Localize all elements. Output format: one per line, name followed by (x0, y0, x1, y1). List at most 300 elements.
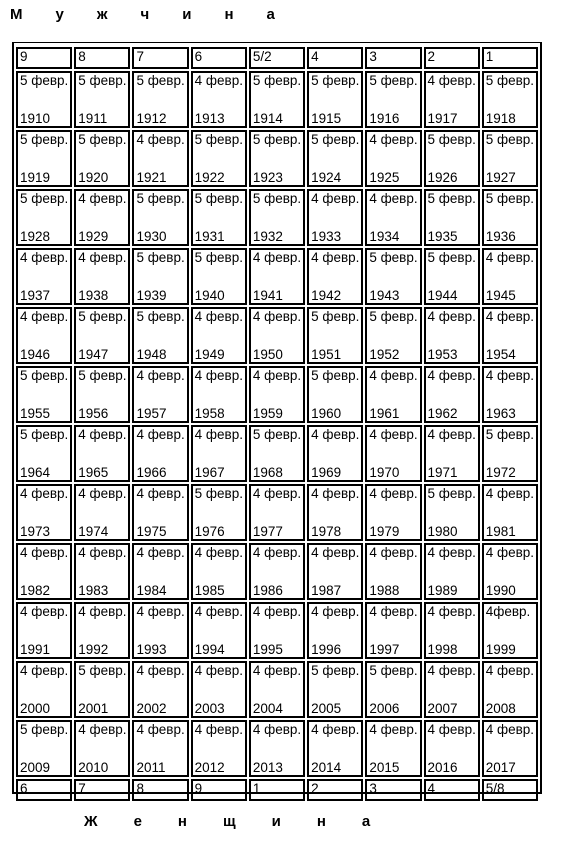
year-cell (249, 248, 305, 305)
cell-date: 5 февр. (20, 73, 69, 88)
year-cell (424, 248, 480, 305)
year-cell (307, 307, 363, 364)
cell-year: 1963 (485, 406, 516, 421)
heading-letter: щ (222, 813, 236, 830)
cell-date: 5 февр. (78, 663, 127, 678)
cell-year: 1969 (311, 465, 342, 480)
cell-date: 4 февр. (427, 368, 476, 383)
heading-letter: ж (96, 6, 108, 23)
cell-year: 1971 (427, 465, 458, 480)
cell-date: 4 февр. (311, 545, 360, 560)
year-cell (482, 189, 538, 246)
cell-date: 5 февр. (78, 73, 127, 88)
cell-date: 4 февр. (136, 545, 185, 560)
cell-date: 4 февр. (252, 545, 302, 560)
year-cell (307, 661, 363, 718)
cell-date: 5 февр. (427, 486, 476, 501)
cell-date: 5 февр. (369, 309, 418, 324)
cell-date: 4 февр. (369, 545, 418, 560)
cell-date: 5 февр. (311, 73, 360, 88)
heading-letter: н (316, 813, 326, 830)
year-cell (365, 71, 421, 128)
cell-year: 1999 (485, 642, 516, 657)
cell-year: 1919 (20, 170, 51, 185)
cell-date: 4 февр. (369, 427, 418, 442)
cell-year: 1983 (78, 583, 109, 598)
year-cell (424, 366, 480, 423)
year-cell (249, 130, 305, 187)
cell-date: 4 февр. (194, 545, 243, 560)
cell-date: 4 февр. (485, 486, 535, 501)
cell-year: 1982 (20, 583, 51, 598)
cell-year: 1915 (311, 111, 342, 126)
year-cell (191, 189, 247, 246)
cell-year: 1927 (485, 170, 516, 185)
cell-date: 4 февр. (78, 427, 127, 442)
cell-year: 1967 (194, 465, 225, 480)
year-cell (307, 425, 363, 482)
cell-year: 1985 (194, 583, 225, 598)
cell-date: 4 февр. (427, 663, 476, 678)
table-row (16, 484, 538, 541)
year-table-frame (12, 42, 542, 794)
year-cell (249, 661, 305, 718)
year-cell (132, 366, 188, 423)
footer-row-cell: 7 (74, 779, 130, 801)
year-cell (249, 189, 305, 246)
cell-date: 4 февр. (485, 250, 535, 265)
cell-date: 5 февр. (194, 132, 243, 147)
year-cell (16, 484, 72, 541)
cell-year: 1991 (20, 642, 51, 657)
cell-year: 2011 (136, 760, 166, 775)
year-cell (132, 189, 188, 246)
cell-date: 4 февр. (194, 604, 243, 619)
cell-date: 5 февр. (20, 722, 69, 737)
table-row (16, 425, 538, 482)
cell-year: 2014 (311, 760, 342, 775)
year-cell (191, 130, 247, 187)
cell-date: 4 февр. (369, 191, 418, 206)
cell-date: 4 февр. (252, 250, 302, 265)
table-row (16, 248, 538, 305)
year-cell (482, 602, 538, 659)
footer-row-cell: 9 (191, 779, 247, 801)
cell-date: 4 февр. (311, 250, 360, 265)
cell-year: 1954 (485, 347, 516, 362)
cell-year: 1945 (485, 288, 516, 303)
cell-year: 1956 (78, 406, 109, 421)
cell-date: 4 февр. (78, 191, 127, 206)
cell-year: 1914 (252, 111, 283, 126)
cell-year: 1998 (427, 642, 458, 657)
cell-date: 4 февр. (427, 604, 476, 619)
cell-year: 1968 (252, 465, 283, 480)
cell-date: 4 февр. (194, 427, 243, 442)
year-cell (132, 602, 188, 659)
year-cell (365, 307, 421, 364)
cell-year: 1923 (252, 170, 283, 185)
cell-year: 1964 (20, 465, 51, 480)
footer-row-cell: 2 (307, 779, 363, 801)
cell-year: 1924 (311, 170, 342, 185)
year-cell (74, 720, 130, 777)
cell-year: 1994 (194, 642, 225, 657)
cell-year: 2010 (78, 760, 109, 775)
cell-date: 5 февр. (252, 73, 302, 88)
year-cell (74, 543, 130, 600)
cell-date: 5 февр. (194, 250, 243, 265)
cell-year: 1943 (369, 288, 400, 303)
cell-year: 2004 (252, 701, 283, 716)
cell-date: 5 февр. (485, 427, 535, 442)
year-cell (482, 307, 538, 364)
cell-year: 1996 (311, 642, 342, 657)
cell-date: 4 февр. (78, 486, 127, 501)
table-row (16, 661, 538, 718)
year-cell (74, 484, 130, 541)
cell-year: 2012 (194, 760, 225, 775)
cell-year: 1920 (78, 170, 109, 185)
cell-year: 1979 (369, 524, 400, 539)
year-cell (482, 366, 538, 423)
footer-row-cell: 6 (16, 779, 72, 801)
cell-date: 5 февр. (78, 132, 127, 147)
year-cell (365, 484, 421, 541)
header-row-cell: 7 (132, 47, 188, 69)
year-cell (16, 720, 72, 777)
year-cell (132, 248, 188, 305)
cell-year: 1952 (369, 347, 400, 362)
cell-date: 5 февр. (427, 132, 476, 147)
cell-date: 4 февр. (311, 486, 360, 501)
cell-year: 1930 (136, 229, 167, 244)
year-cell (74, 661, 130, 718)
cell-date: 5 февр. (485, 191, 535, 206)
year-table-body (16, 47, 538, 801)
cell-date: 4 февр. (20, 604, 69, 619)
cell-year: 2006 (369, 701, 400, 716)
year-cell (365, 425, 421, 482)
year-cell (191, 484, 247, 541)
year-cell (191, 307, 247, 364)
cell-year: 1946 (20, 347, 51, 362)
cell-year: 2001 (78, 701, 109, 716)
table-row (16, 602, 538, 659)
year-cell (482, 543, 538, 600)
cell-year: 1961 (369, 406, 400, 421)
cell-date: 4 февр. (136, 604, 185, 619)
cell-year: 1936 (485, 229, 516, 244)
heading-letter: и (271, 813, 281, 830)
year-cell (16, 248, 72, 305)
cell-date: 5 февр. (20, 191, 69, 206)
year-cell (191, 543, 247, 600)
year-cell (132, 661, 188, 718)
year-cell (424, 543, 480, 600)
heading-letter: ч (140, 6, 150, 23)
year-cell (365, 189, 421, 246)
cell-year: 1960 (311, 406, 342, 421)
cell-year: 1997 (369, 642, 400, 657)
cell-date: 4 февр. (136, 427, 185, 442)
cell-year: 1950 (252, 347, 283, 362)
cell-year: 1934 (369, 229, 400, 244)
cell-date: 5 февр. (311, 309, 360, 324)
year-cell (365, 602, 421, 659)
cell-year: 2005 (311, 701, 342, 716)
cell-year: 1921 (136, 170, 167, 185)
year-cell (365, 720, 421, 777)
year-cell (74, 130, 130, 187)
cell-year: 1980 (427, 524, 458, 539)
year-cell (365, 543, 421, 600)
year-cell (424, 484, 480, 541)
year-cell (424, 425, 480, 482)
cell-year: 1922 (194, 170, 225, 185)
year-cell (249, 307, 305, 364)
cell-date: 4 февр. (427, 309, 476, 324)
cell-date: 5 февр. (427, 191, 476, 206)
cell-date: 4 февр. (369, 132, 418, 147)
cell-year: 2015 (369, 760, 400, 775)
cell-date: 4 февр. (78, 250, 127, 265)
header-row-cell: 2 (424, 47, 480, 69)
heading-letter: М (10, 6, 23, 23)
cell-date: 4 февр. (20, 545, 69, 560)
cell-year: 1958 (194, 406, 225, 421)
cell-date: 4 февр. (369, 722, 418, 737)
footer-row (16, 779, 538, 801)
cell-year: 1965 (78, 465, 109, 480)
year-table (14, 45, 540, 803)
cell-date: 4 февр. (485, 368, 535, 383)
year-cell (74, 71, 130, 128)
cell-date: 5 февр. (485, 73, 535, 88)
cell-year: 1911 (78, 111, 108, 126)
header-row (16, 47, 538, 69)
cell-year: 1992 (78, 642, 109, 657)
cell-date: 4 февр. (311, 722, 360, 737)
year-cell (132, 484, 188, 541)
cell-year: 1995 (252, 642, 283, 657)
cell-year: 1948 (136, 347, 167, 362)
table-row (16, 307, 538, 364)
year-cell (482, 130, 538, 187)
cell-year: 1986 (252, 583, 283, 598)
year-cell (16, 366, 72, 423)
heading-letter: у (55, 6, 64, 23)
cell-date: 4 февр. (20, 486, 69, 501)
header-row-cell: 3 (365, 47, 421, 69)
cell-date: 5 февр. (20, 368, 69, 383)
cell-year: 1935 (427, 229, 458, 244)
year-cell (365, 366, 421, 423)
cell-date: 5 февр. (20, 132, 69, 147)
cell-year: 1989 (427, 583, 458, 598)
cell-date: 4 февр. (136, 722, 185, 737)
year-cell (132, 307, 188, 364)
cell-year: 1975 (136, 524, 167, 539)
cell-year: 1942 (311, 288, 342, 303)
year-cell (74, 307, 130, 364)
cell-year: 1932 (252, 229, 283, 244)
cell-year: 1940 (194, 288, 225, 303)
cell-date: 4 февр. (20, 309, 69, 324)
cell-date: 5 февр. (136, 191, 185, 206)
cell-date: 5 февр. (78, 368, 127, 383)
year-cell (365, 661, 421, 718)
year-cell (16, 307, 72, 364)
year-cell (424, 307, 480, 364)
heading-letter: н (224, 6, 234, 23)
cell-year: 1938 (78, 288, 109, 303)
header-row-cell: 8 (74, 47, 130, 69)
year-cell (16, 602, 72, 659)
year-cell (249, 484, 305, 541)
heading-letter: Ж (84, 813, 98, 830)
year-cell (132, 720, 188, 777)
heading-letter: н (177, 813, 187, 830)
table-row (16, 366, 538, 423)
heading-men (10, 6, 308, 23)
cell-year: 1949 (194, 347, 225, 362)
table-row (16, 189, 538, 246)
year-cell (482, 71, 538, 128)
cell-date: 5 февр. (78, 309, 127, 324)
year-cell (482, 720, 538, 777)
cell-date: 4 февр. (485, 309, 535, 324)
cell-year: 1976 (194, 524, 225, 539)
year-cell (132, 130, 188, 187)
cell-date: 5 февр. (311, 368, 360, 383)
cell-year: 1913 (194, 111, 225, 126)
table-row (16, 543, 538, 600)
year-cell (249, 366, 305, 423)
header-row-cell: 5/2 (249, 47, 305, 69)
cell-date: 4 февр. (136, 486, 185, 501)
cell-year: 2013 (252, 760, 283, 775)
year-cell (424, 71, 480, 128)
year-cell (191, 602, 247, 659)
cell-year: 1981 (485, 524, 516, 539)
cell-year: 1955 (20, 406, 51, 421)
cell-date: 4 февр. (252, 486, 302, 501)
cell-date: 4 февр. (136, 663, 185, 678)
table-row (16, 130, 538, 187)
cell-date: 5 февр. (194, 486, 243, 501)
year-cell (191, 248, 247, 305)
year-cell (307, 248, 363, 305)
cell-date: 4 февр. (485, 663, 535, 678)
year-cell (16, 661, 72, 718)
cell-date: 4 февр. (194, 368, 243, 383)
year-cell (191, 366, 247, 423)
cell-year: 1978 (311, 524, 342, 539)
cell-year: 1974 (78, 524, 109, 539)
year-cell (307, 189, 363, 246)
cell-date: 5 февр. (427, 250, 476, 265)
cell-year: 1962 (427, 406, 458, 421)
year-cell (307, 484, 363, 541)
cell-date: 4 февр. (427, 427, 476, 442)
cell-year: 2000 (20, 701, 51, 716)
heading-letter: а (361, 813, 371, 830)
cell-date: 4 февр. (194, 73, 243, 88)
year-cell (249, 543, 305, 600)
cell-year: 2003 (194, 701, 225, 716)
year-cell (16, 543, 72, 600)
year-cell (307, 543, 363, 600)
cell-year: 1910 (20, 111, 51, 126)
cell-date: 5 февр. (194, 191, 243, 206)
footer-row-cell: 1 (249, 779, 305, 801)
cell-date: 5 февр. (252, 191, 302, 206)
year-cell (16, 71, 72, 128)
cell-date: 4 февр. (20, 250, 69, 265)
year-cell (307, 366, 363, 423)
year-cell (132, 543, 188, 600)
year-cell (74, 189, 130, 246)
year-cell (249, 720, 305, 777)
year-cell (307, 71, 363, 128)
year-cell (424, 661, 480, 718)
cell-date: 4 февр. (252, 368, 302, 383)
year-cell (16, 189, 72, 246)
table-row (16, 71, 538, 128)
cell-date: 5 февр. (485, 132, 535, 147)
year-cell (191, 71, 247, 128)
year-cell (16, 425, 72, 482)
cell-year: 1973 (20, 524, 51, 539)
cell-year: 1987 (311, 583, 342, 598)
year-cell (424, 602, 480, 659)
cell-date: 4 февр. (252, 309, 302, 324)
cell-date: 5 февр. (136, 73, 185, 88)
cell-date: 5 февр. (369, 73, 418, 88)
cell-year: 1990 (485, 583, 516, 598)
cell-year: 1937 (20, 288, 51, 303)
cell-date: 4 февр. (78, 545, 127, 560)
table-row (16, 720, 538, 777)
year-cell (132, 71, 188, 128)
cell-date: 5 февр. (252, 427, 302, 442)
cell-year: 1929 (78, 229, 109, 244)
header-row-cell: 4 (307, 47, 363, 69)
cell-date: 4 февр. (136, 132, 185, 147)
cell-date: 4 февр. (252, 722, 302, 737)
cell-date: 5 февр. (136, 250, 185, 265)
year-cell (482, 661, 538, 718)
cell-year: 1993 (136, 642, 167, 657)
cell-year: 1912 (136, 111, 167, 126)
footer-row-cell: 5/8 (482, 779, 538, 801)
cell-year: 2007 (427, 701, 458, 716)
cell-year: 1917 (427, 111, 458, 126)
cell-year: 1972 (485, 465, 516, 480)
cell-date: 5 февр. (311, 663, 360, 678)
year-cell (365, 248, 421, 305)
cell-date: 4 февр. (78, 722, 127, 737)
cell-date: 4 февр. (20, 663, 69, 678)
cell-year: 1951 (311, 347, 342, 362)
year-cell (74, 425, 130, 482)
cell-date: 4 февр. (194, 722, 243, 737)
cell-year: 1988 (369, 583, 400, 598)
year-cell (74, 248, 130, 305)
cell-year: 1925 (369, 170, 400, 185)
cell-date: 4февр. (485, 604, 531, 619)
